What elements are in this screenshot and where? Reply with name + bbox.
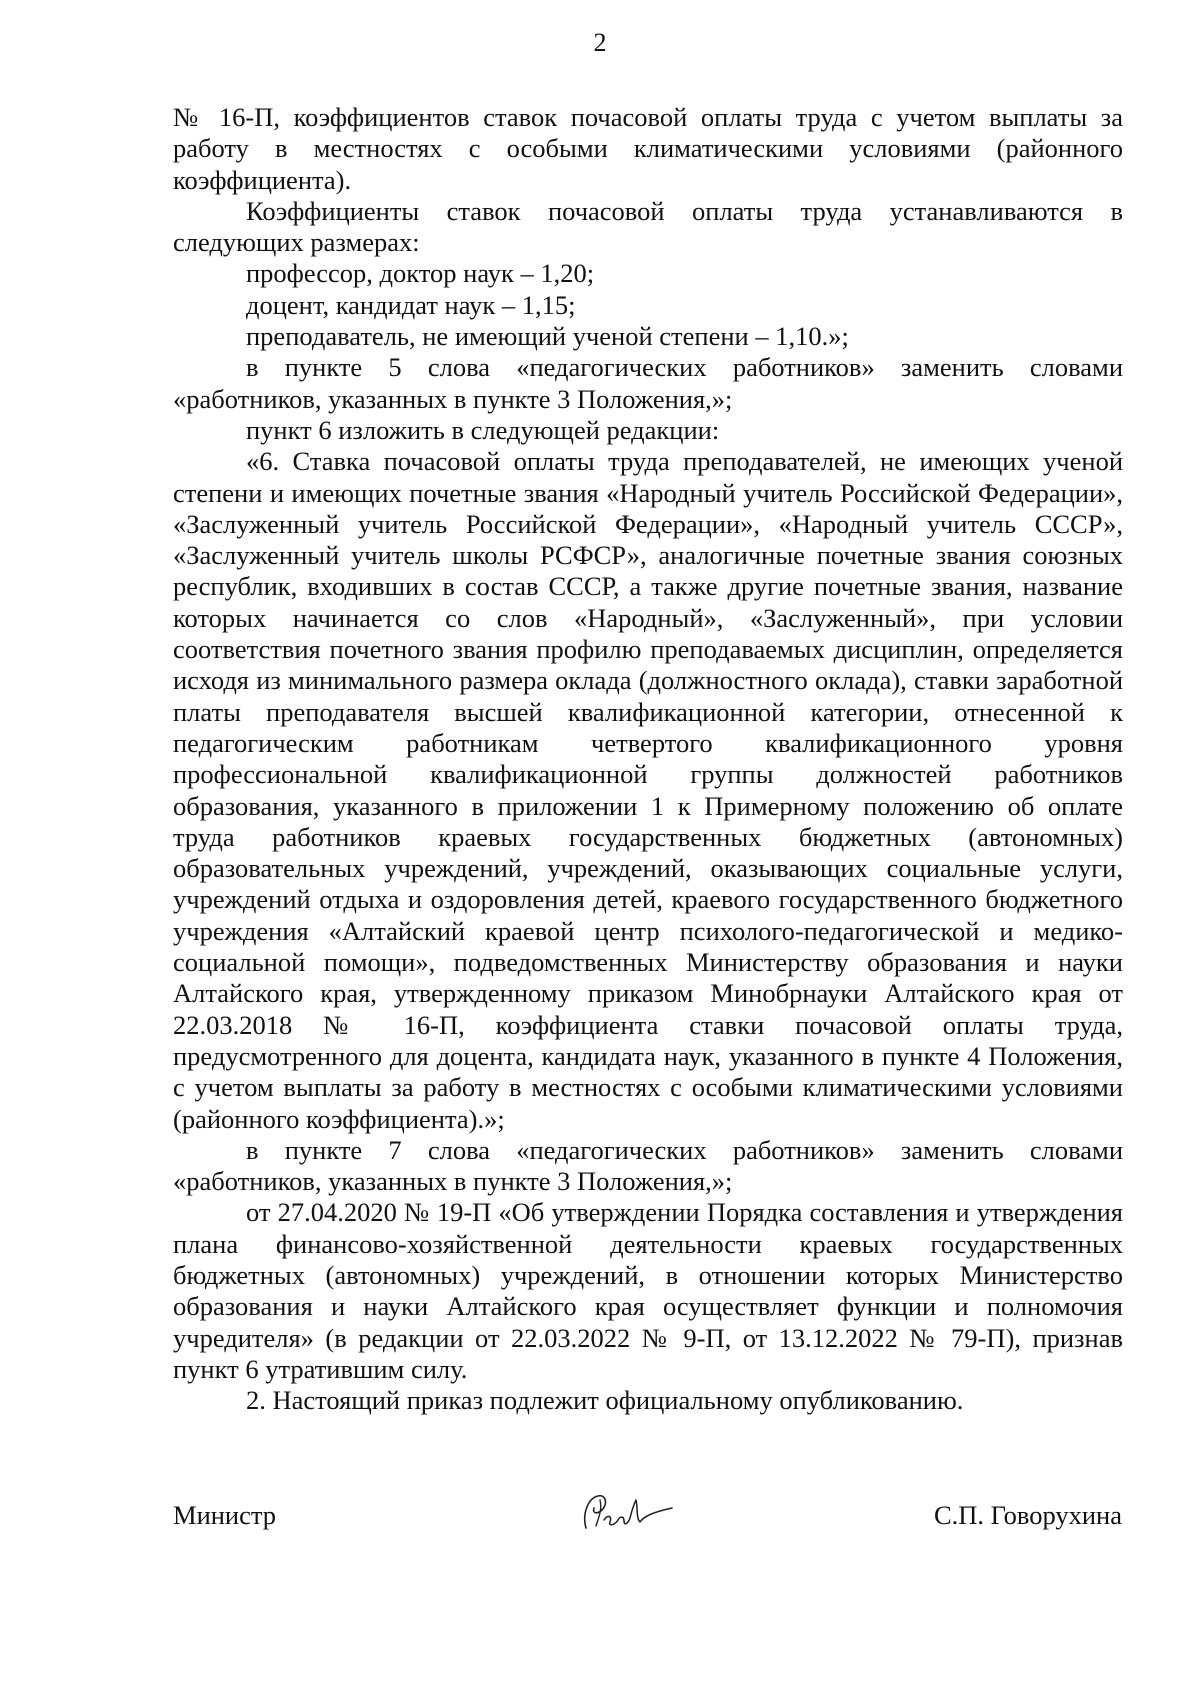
signatory-name: С.П. Говорухина bbox=[933, 1500, 1122, 1530]
paragraph-point-7: в пункте 7 слова «педагогических работников» заменить словами «работников, указанных в пункте 3 Положения,»; bbox=[173, 1134, 1123, 1197]
paragraph-order-19p: от 27.04.2020 № 19-П «Об утверждении Порядка составления и утверждения плана финансово-хозяйственной деятельности краевых государственных бюджетных (автономных) учреждений, в отношении которых Министерство образования и науки Алтайского края осуществляет функции и полномочия учредителя» (в редакции от 22.03.2022 № 9-П, от 13.12.2022 № 79-П), признав пункт 6 утратившим силу. bbox=[173, 1197, 1123, 1384]
paragraph-continuation: № 16-П, коэффициентов ставок почасовой оплаты труда с учетом выплаты за работу в местностях с особыми климатическими условиями (районного коэффициента). bbox=[173, 102, 1123, 195]
signatory-title: Министр bbox=[173, 1500, 277, 1530]
document-body bbox=[173, 102, 1123, 1416]
paragraph-coefficients-intro: Коэффициенты ставок почасовой оплаты труда устанавливаются в следующих размерах: bbox=[173, 195, 1123, 258]
page-number: 2 bbox=[593, 28, 607, 57]
paragraph-point-6-intro: пункт 6 изложить в следующей редакции: bbox=[246, 414, 720, 445]
handwritten-signature bbox=[578, 1490, 678, 1535]
list-item-lecturer: преподаватель, не имеющий ученой степени – 1,10.»; bbox=[246, 321, 849, 352]
paragraph-point-5: в пункте 5 слова «педагогических работников» заменить словами «работников, указанных в пункте 3 Положения,»; bbox=[173, 352, 1123, 414]
list-item-docent: доцент, кандидат наук – 1,15; bbox=[246, 289, 576, 320]
list-item-professor: профессор, доктор наук – 1,20; bbox=[246, 258, 595, 289]
paragraph-publication: 2. Настоящий приказ подлежит официальному опубликованию. bbox=[246, 1385, 964, 1416]
paragraph-point-6-text: «6. Ставка почасовой оплаты труда преподавателей, не имеющих ученой степени и имеющих почетные звания «Народный учитель Российской Федерации», «Заслуженный учитель Российской Федерации», «Народный учитель СССР», «Заслуженный учитель школы РСФСР», аналогичные почетные звания союзных республик, входивших в состав СССР, а также другие почетные звания, название которых начинается со слов «Народный», «Заслуженный», при условии соответствия почетного звания профилю преподаваемых дисциплин, определяется исходя из минимального размера оклада (должностного оклада), ставки заработной платы преподавателя высшей квалификационной категории, отнесенной к педагогическим работникам четвертого квалификационного уровня профессиональной квалификационной группы должностей работников образования, указанного в приложении 1 к Примерному положению об оплате труда работников краевых государственных бюджетных (автономных) образовательных учреждений, учреждений, оказывающих социальные услуги, учреждений отдыха и оздоровления детей, краевого государственного бюджетного учреждения «Алтайский краевой центр психолого-педагогической и медико-социальной помощи», подведомственных Министерству образования и науки Алтайского края, утвержденному приказом Минобрнауки Алтайского края от 22.03.2018 № 16-П, коэффициента ставки почасовой оплаты труда, предусмотренного для доцента, кандидата наук, указанного в пункте 4 Положения, с учетом выплаты за работу в местностях с особыми климатическими условиями (районного коэффициента).»; bbox=[173, 446, 1123, 1134]
